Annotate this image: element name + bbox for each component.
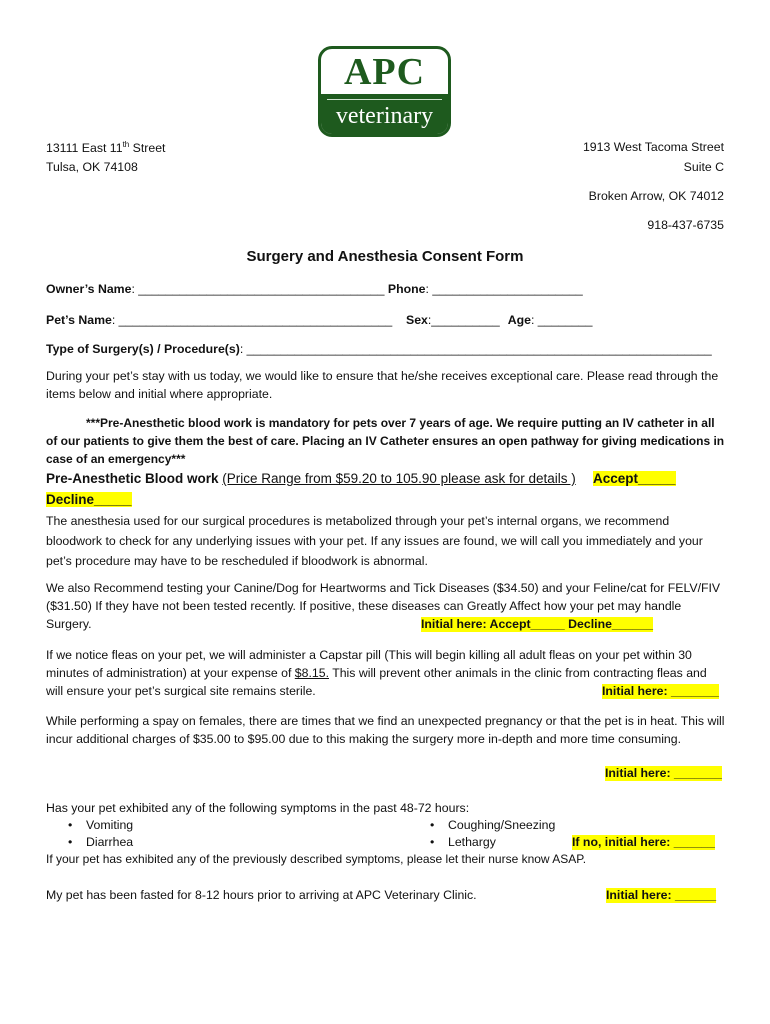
logo-bottom-text: veterinary <box>335 103 434 129</box>
clinic-phone: 918-437-6735 <box>647 218 724 232</box>
symptom-item: • Diarrhea <box>68 835 134 849</box>
fleas-initial[interactable]: Initial here: _______ <box>602 684 719 698</box>
age-field[interactable]: : ________ <box>530 313 593 327</box>
surgery-type-field[interactable]: : ____________________________________________________________________ <box>239 342 712 356</box>
sex-age-line <box>406 313 592 328</box>
sex-field[interactable]: :__________ <box>427 313 500 327</box>
bullet-icon: • <box>430 835 435 849</box>
owner-phone-line <box>46 282 583 297</box>
intro-paragraph: During your pet’s stay with us today, we would like to ensure that he/she receives exceptional care. Please read through the items below and initial where appropriate. <box>46 369 719 401</box>
bullet-icon: • <box>430 818 435 832</box>
age-label: Age <box>507 313 531 327</box>
bloodwork-decline[interactable]: Decline_____ <box>46 492 132 507</box>
fleas-paragraph: If we notice fleas on your pet, we will administer a Capstar pill (This will begin killing all adult fleas on your pet within 30 minutes of administration) at your expense of $8.15. This will prevent other animals in the clinic from contracting fleas and will ensure your pet’s surgical site remains sterile. <box>46 648 707 698</box>
fasted-statement: My pet has been fasted for 8-12 hours prior to arriving at APC Veterinary Clinic. <box>46 888 477 902</box>
owner-name-field[interactable]: : ____________________________________ <box>131 282 385 296</box>
symptoms-initial[interactable]: If no, initial here: ______ <box>572 835 715 849</box>
heartworm-initial[interactable]: Initial here: Accept_____ Decline______ <box>421 617 653 631</box>
right-address-line3: Broken Arrow, OK 74012 <box>588 189 724 203</box>
capstar-price: $8.15. <box>294 666 329 680</box>
bloodwork-label: Pre-Anesthetic Blood work <box>46 471 219 486</box>
pet-name-field[interactable]: : ________________________________________ <box>111 313 393 327</box>
heartworm-paragraph: We also Recommend testing your Canine/Dog for Heartworms and Tick Diseases ($34.50) and your Feline/cat for FELV/FIV ($31.50) If they have not been tested recently. If positive, these diseases can Greatly Affect how your pet may handle Surgery. <box>46 581 721 631</box>
logo-bottom-band <box>321 94 448 134</box>
right-address-line2: Suite C <box>683 160 724 174</box>
page-title: Surgery and Anesthesia Consent Form <box>246 248 524 265</box>
fasted-initial[interactable]: Initial here: ______ <box>606 888 717 902</box>
symptom-item: • Lethargy <box>430 835 496 849</box>
apc-logo <box>318 46 451 137</box>
symptom-item: • Vomiting <box>68 818 134 832</box>
logo-band-rule <box>327 99 442 100</box>
bloodwork-line <box>46 471 576 486</box>
bloodwork-accept[interactable]: Accept_____ <box>593 471 676 486</box>
spay-paragraph: While performing a spay on females, there are times that we find an unexpected pregnancy or that the pet is in heat. This will incur additional charges of $35.00 to $95.00 due to this making the surgery more in-depth and more time consuming. <box>46 714 725 746</box>
bullet-icon: • <box>68 818 73 832</box>
logo-top-text: APC <box>343 51 426 93</box>
bloodwork-paragraph: The anesthesia used for our surgical procedures is metabolized through your pet’s internal organs, we recommend bloodwork to check for any underlying issues with your pet. If any issues are found, we will call you immediately and your pet’s procedure may have to be rescheduled if bloodwork is abnormal. <box>46 514 703 568</box>
symptom-item: • Coughing/Sneezing <box>430 818 556 832</box>
surgery-type-line <box>46 342 712 357</box>
bloodwork-price: (Price Range from $59.20 to 105.90 please ask for details ) <box>222 471 576 486</box>
right-address-line1: 1913 West Tacoma Street <box>582 140 724 154</box>
mandatory-notice: ***Pre-Anesthetic blood work is mandatory for pets over 7 years of age. We require putting an IV catheter in all of our patients to give them the best of care. Placing an IV Catheter ensures an open pathway for giving medications in case of an emergency*** <box>46 416 725 466</box>
pet-name-label: Pet’s Name <box>46 313 112 327</box>
symptoms-question: Has your pet exhibited any of the following symptoms in the past 48-72 hours: <box>46 801 470 815</box>
spay-initial[interactable]: Initial here: _______ <box>605 766 722 780</box>
surgery-type-label: Type of Surgery(s) / Procedure(s) <box>46 342 240 356</box>
phone-field[interactable]: : ______________________ <box>425 282 583 296</box>
left-address-line1: 13111 East 11th Street <box>46 140 166 156</box>
left-address-line2: Tulsa, OK 74108 <box>46 160 138 174</box>
phone-label: Phone <box>384 282 426 296</box>
sex-label: Sex <box>406 313 428 327</box>
owner-name-label: Owner’s Name <box>46 282 132 296</box>
symptoms-note: If your pet has exhibited any of the previously described symptoms, please let their nurse know ASAP. <box>46 852 587 866</box>
bullet-icon: • <box>68 835 73 849</box>
pet-name-line <box>46 313 392 328</box>
